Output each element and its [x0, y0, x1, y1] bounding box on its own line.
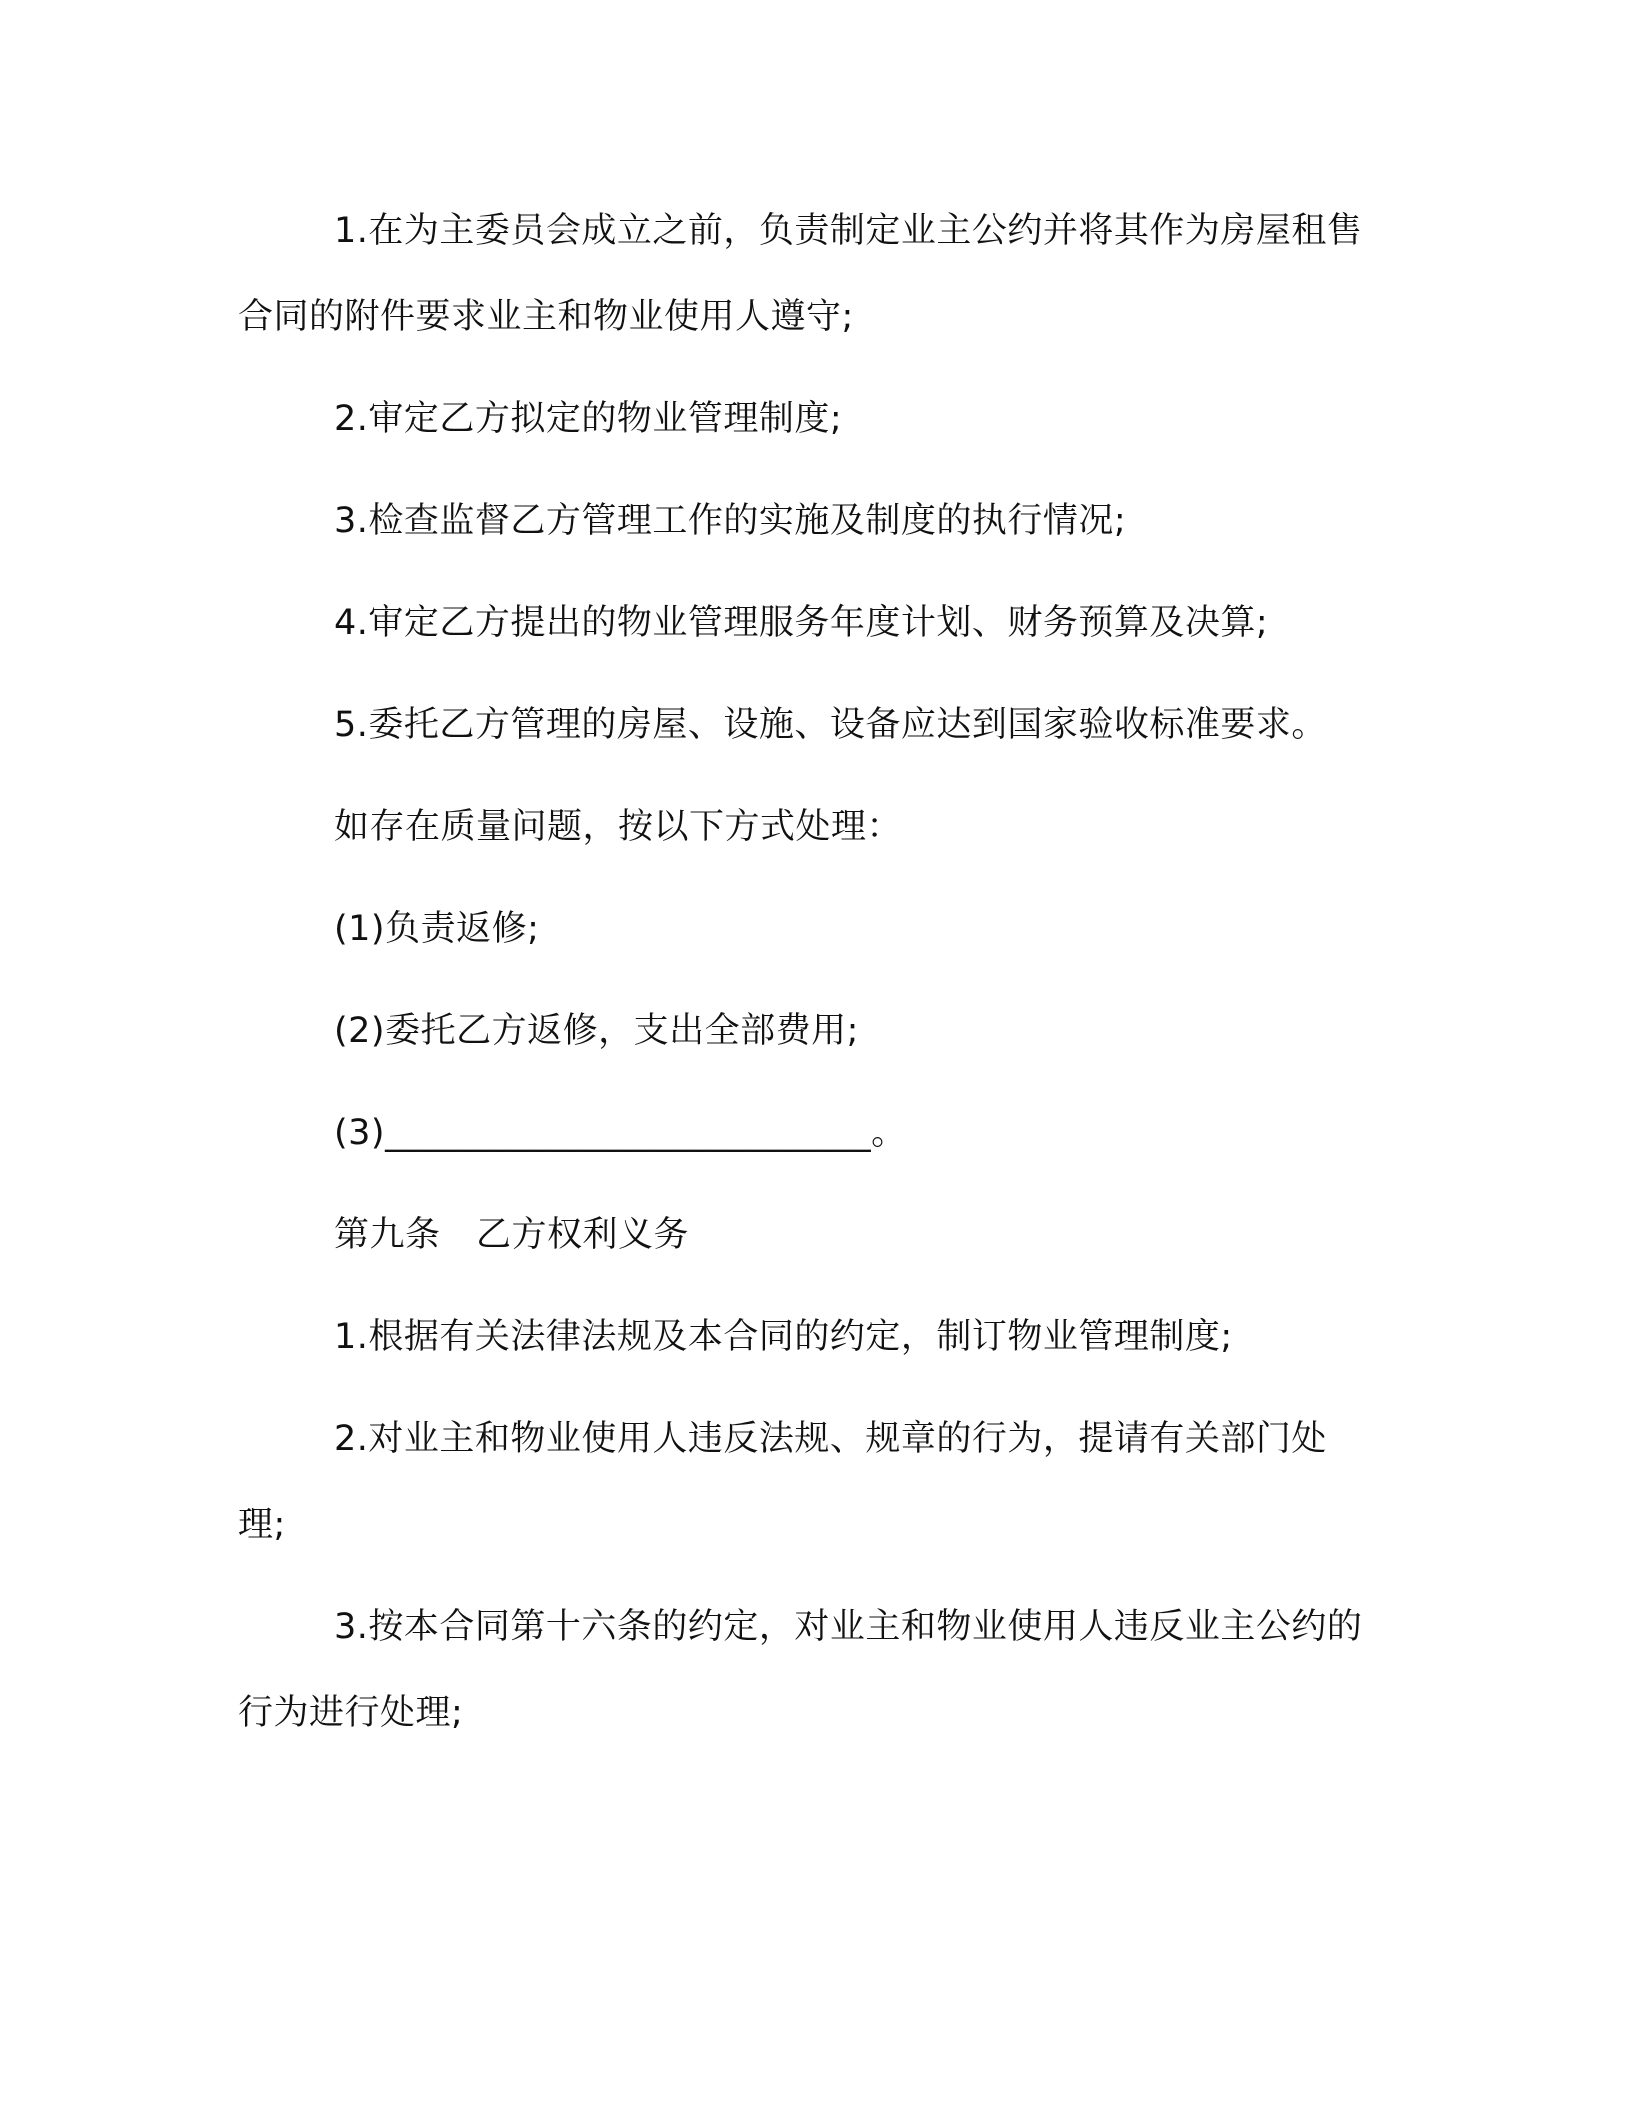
paragraph-rights-3: 3.按本合同第十六条的约定，对业主和物业使用人违反业主公约的行为进行处理; [238, 1607, 1363, 1733]
paragraph-owner-rules: 1.在为主委员会成立之前，负责制定业主公约并将其作为房屋租售合同的附件要求业主和物业使用人遵守; [238, 211, 1363, 337]
paragraph-supervise: 3.检查监督乙方管理工作的实施及制度的执行情况; [334, 501, 1127, 541]
document-page [238, 188, 1368, 1772]
paragraph-option-3: (3)___________________________。 [334, 1113, 907, 1153]
paragraph-acceptance-standard: 5.委托乙方管理的房屋、设施、设备应达到国家验收标准要求。 [334, 705, 1327, 745]
paragraph-option-2: (2)委托乙方返修，支出全部费用; [334, 1011, 859, 1051]
paragraph-rights-2: 2.对业主和物业使用人违反法规、规章的行为，提请有关部门处理; [238, 1419, 1327, 1545]
paragraph-rights-1: 1.根据有关法律法规及本合同的约定，制订物业管理制度; [334, 1317, 1233, 1357]
paragraph-annual-plan: 4.审定乙方提出的物业管理服务年度计划、财务预算及决算; [334, 603, 1269, 643]
paragraph-option-1: (1)负责返修; [334, 909, 540, 949]
section-heading-article-9: 第九条 乙方权利义务 [334, 1215, 690, 1255]
paragraph-approve-rules: 2.审定乙方拟定的物业管理制度; [334, 399, 843, 439]
paragraph-quality-issues: 如存在质量问题，按以下方式处理： [334, 807, 903, 847]
